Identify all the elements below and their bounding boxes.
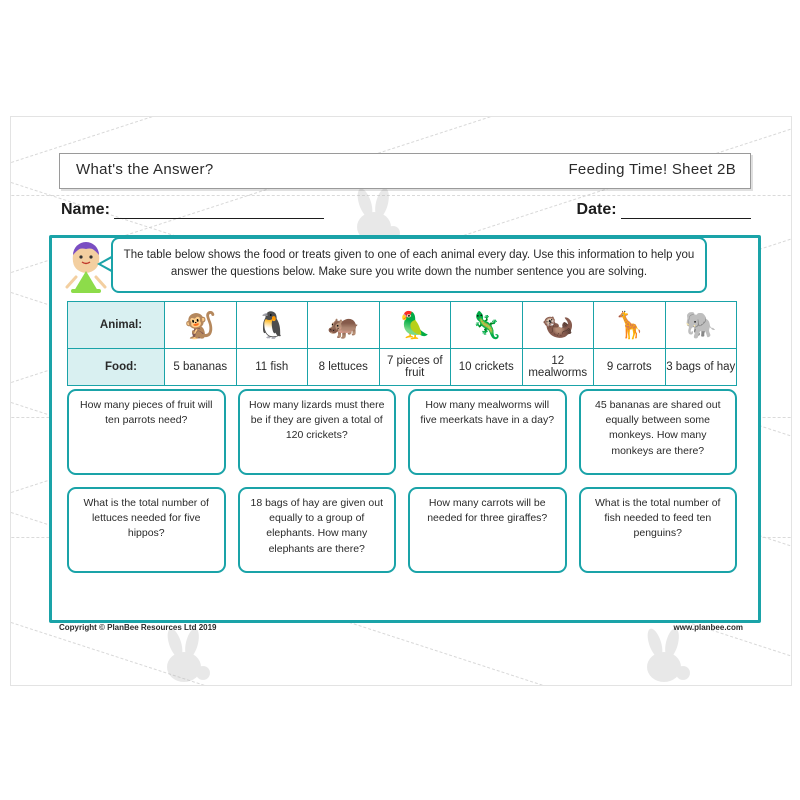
food-cell-elephant: 3 bags of hay — [665, 349, 737, 386]
question-box-1[interactable]: How many pieces of fruit will ten parrots need? — [67, 389, 226, 475]
parrot-icon: 🦜 — [398, 310, 431, 340]
animal-food-table — [67, 301, 737, 386]
question-row-2 — [67, 487, 737, 573]
date-input-rule[interactable] — [621, 204, 751, 219]
name-input-rule[interactable] — [114, 204, 324, 219]
date-field[interactable] — [577, 201, 751, 219]
website-link[interactable]: www.planbee.com — [673, 623, 743, 632]
food-cell-penguin: 11 fish — [236, 349, 308, 386]
meerkat-icon: 🦦 — [541, 310, 574, 340]
worksheet-title: What's the Answer? — [76, 161, 214, 178]
name-field[interactable] — [61, 201, 324, 219]
instructions-bubble — [111, 237, 707, 293]
table-row-label-food: Food: — [68, 349, 165, 386]
worksheet-sheet-label: Feeding Time! Sheet 2B — [568, 161, 736, 178]
worksheet-title-bar — [59, 153, 751, 189]
animal-cell-meerkat — [522, 302, 594, 349]
bunny-watermark-icon — [151, 627, 221, 686]
table-row-label-animal: Animal: — [68, 302, 165, 349]
instructions-text: The table below shows the food or treats given to one of each animal every day. Use this information to help you answer the questions below. Make sure you write down the number sentence you are solving. — [123, 249, 695, 279]
table-row-food — [68, 349, 737, 386]
name-date-row — [61, 201, 751, 223]
animal-cell-elephant — [665, 302, 737, 349]
food-cell-monkey: 5 bananas — [165, 349, 237, 386]
giraffe-icon: 🦒 — [613, 310, 646, 340]
lizard-icon: 🦎 — [470, 310, 503, 340]
question-box-7[interactable]: How many carrots will be needed for three giraffes? — [408, 487, 567, 573]
table-row-animal — [68, 302, 737, 349]
animal-cell-lizard — [451, 302, 523, 349]
food-cell-giraffe: 9 carrots — [594, 349, 666, 386]
monkey-icon: 🐒 — [184, 310, 217, 340]
elephant-icon: 🐘 — [684, 310, 717, 340]
name-label: Name: — [61, 201, 115, 218]
penguin-icon: 🐧 — [255, 310, 288, 340]
question-row-1 — [67, 389, 737, 475]
animal-cell-giraffe — [594, 302, 666, 349]
date-label: Date: — [576, 201, 621, 218]
animal-cell-monkey — [165, 302, 237, 349]
hippo-icon: 🦛 — [327, 310, 360, 340]
question-box-2[interactable]: How many lizards must there be if they are given a total of 120 crickets? — [238, 389, 397, 475]
food-cell-lizard: 10 crickets — [451, 349, 523, 386]
question-box-8[interactable]: What is the total number of fish needed to feed ten penguins? — [579, 487, 738, 573]
food-cell-parrot: 7 pieces of fruit — [379, 349, 451, 386]
bunny-watermark-icon — [631, 627, 701, 686]
question-box-5[interactable]: What is the total number of lettuces needed for five hippos? — [67, 487, 226, 573]
animal-cell-hippo — [308, 302, 380, 349]
question-box-6[interactable]: 18 bags of hay are given out equally to a group of elephants. How many elephants are there? — [238, 487, 397, 573]
food-cell-meerkat: 12 mealworms — [522, 349, 594, 386]
animal-cell-parrot — [379, 302, 451, 349]
question-grid — [67, 389, 737, 585]
food-cell-hippo: 8 lettuces — [308, 349, 380, 386]
animal-cell-penguin — [236, 302, 308, 349]
question-box-3[interactable]: How many mealworms will five meerkats have in a day? — [408, 389, 567, 475]
copyright-text: Copyright © PlanBee Resources Ltd 2019 — [59, 623, 217, 632]
question-box-4[interactable]: 45 bananas are shared out equally between some monkeys. How many monkeys are there? — [579, 389, 738, 475]
worksheet-page — [10, 116, 792, 686]
